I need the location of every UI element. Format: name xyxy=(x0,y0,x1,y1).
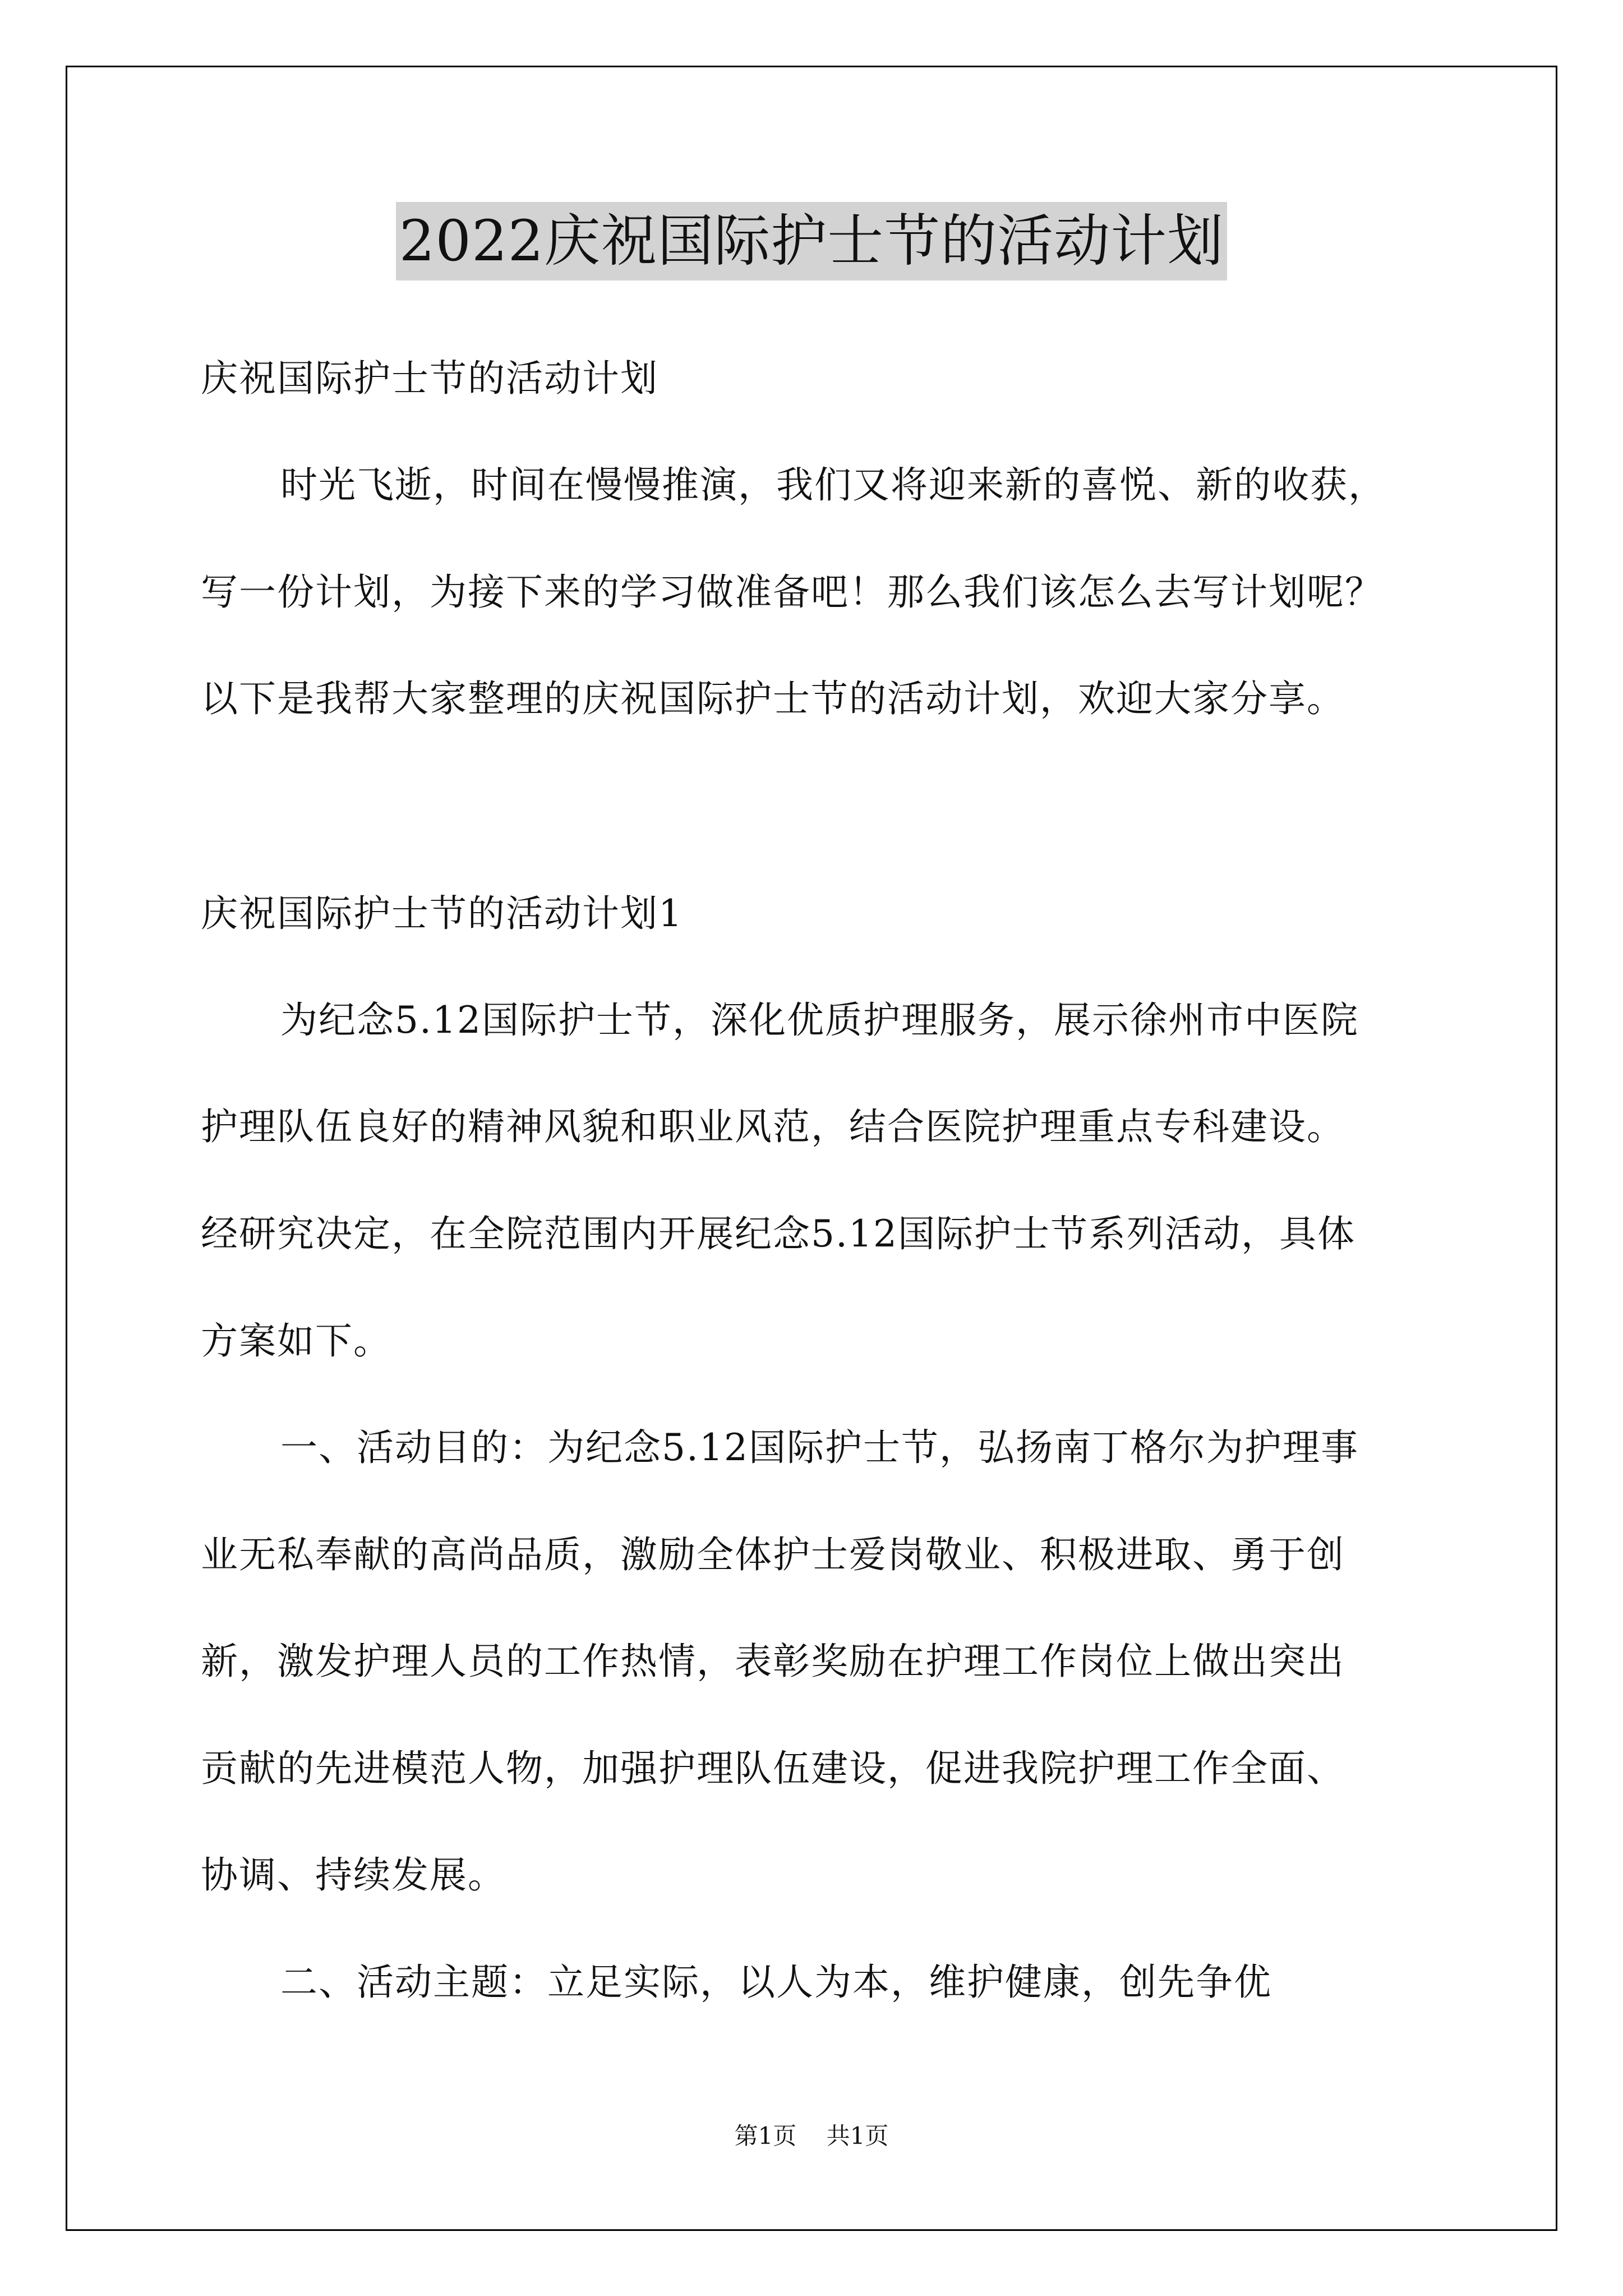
section-heading: 庆祝国际护士节的活动计划1 xyxy=(201,892,683,935)
paragraph-line: 经研究决定，在全院范围内开展纪念5.12国际护士节系列活动，具体 xyxy=(201,1212,1355,1255)
paragraph-line: 新，激发护理人员的工作热情，表彰奖励在护理工作岗位上做出突出 xyxy=(201,1640,1345,1683)
title-container xyxy=(0,202,1623,280)
section-heading: 庆祝国际护士节的活动计划 xyxy=(201,357,658,400)
paragraph-line: 一、活动目的：为纪念5.12国际护士节，弘扬南丁格尔为护理事 xyxy=(280,1426,1359,1469)
page-number: 第1页 xyxy=(734,2122,797,2150)
page-total: 共1页 xyxy=(826,2122,889,2150)
paragraph-line: 贡献的先进模范人物，加强护理队伍建设，促进我院护理工作全面、 xyxy=(201,1747,1345,1790)
intro-line: 以下是我帮大家整理的庆祝国际护士节的活动计划，欢迎大家分享。 xyxy=(201,677,1345,720)
paragraph-line: 为纪念5.12国际护士节，深化优质护理服务，展示徐州市中医院 xyxy=(280,999,1359,1042)
paragraph-line: 业无私奉献的高尚品质，激励全体护士爱岗敬业、积极进取、勇于创 xyxy=(201,1533,1345,1576)
document-title: 2022庆祝国际护士节的活动计划 xyxy=(396,202,1228,280)
paragraph-line: 二、活动主题：立足实际，以人为本，维护健康，创先争优 xyxy=(280,1961,1272,2004)
intro-line: 写一份计划，为接下来的学习做准备吧！那么我们该怎么去写计划呢？ xyxy=(201,570,1383,614)
intro-line: 时光飞逝，时间在慢慢推演，我们又将迎来新的喜悦、新的收获， xyxy=(280,463,1386,507)
page-footer xyxy=(0,2119,1623,2153)
paragraph-line: 护理队伍良好的精神风貌和职业风范，结合医院护理重点专科建设。 xyxy=(201,1105,1345,1148)
paragraph-line: 协调、持续发展。 xyxy=(201,1853,506,1897)
paragraph-line: 方案如下。 xyxy=(201,1319,391,1363)
